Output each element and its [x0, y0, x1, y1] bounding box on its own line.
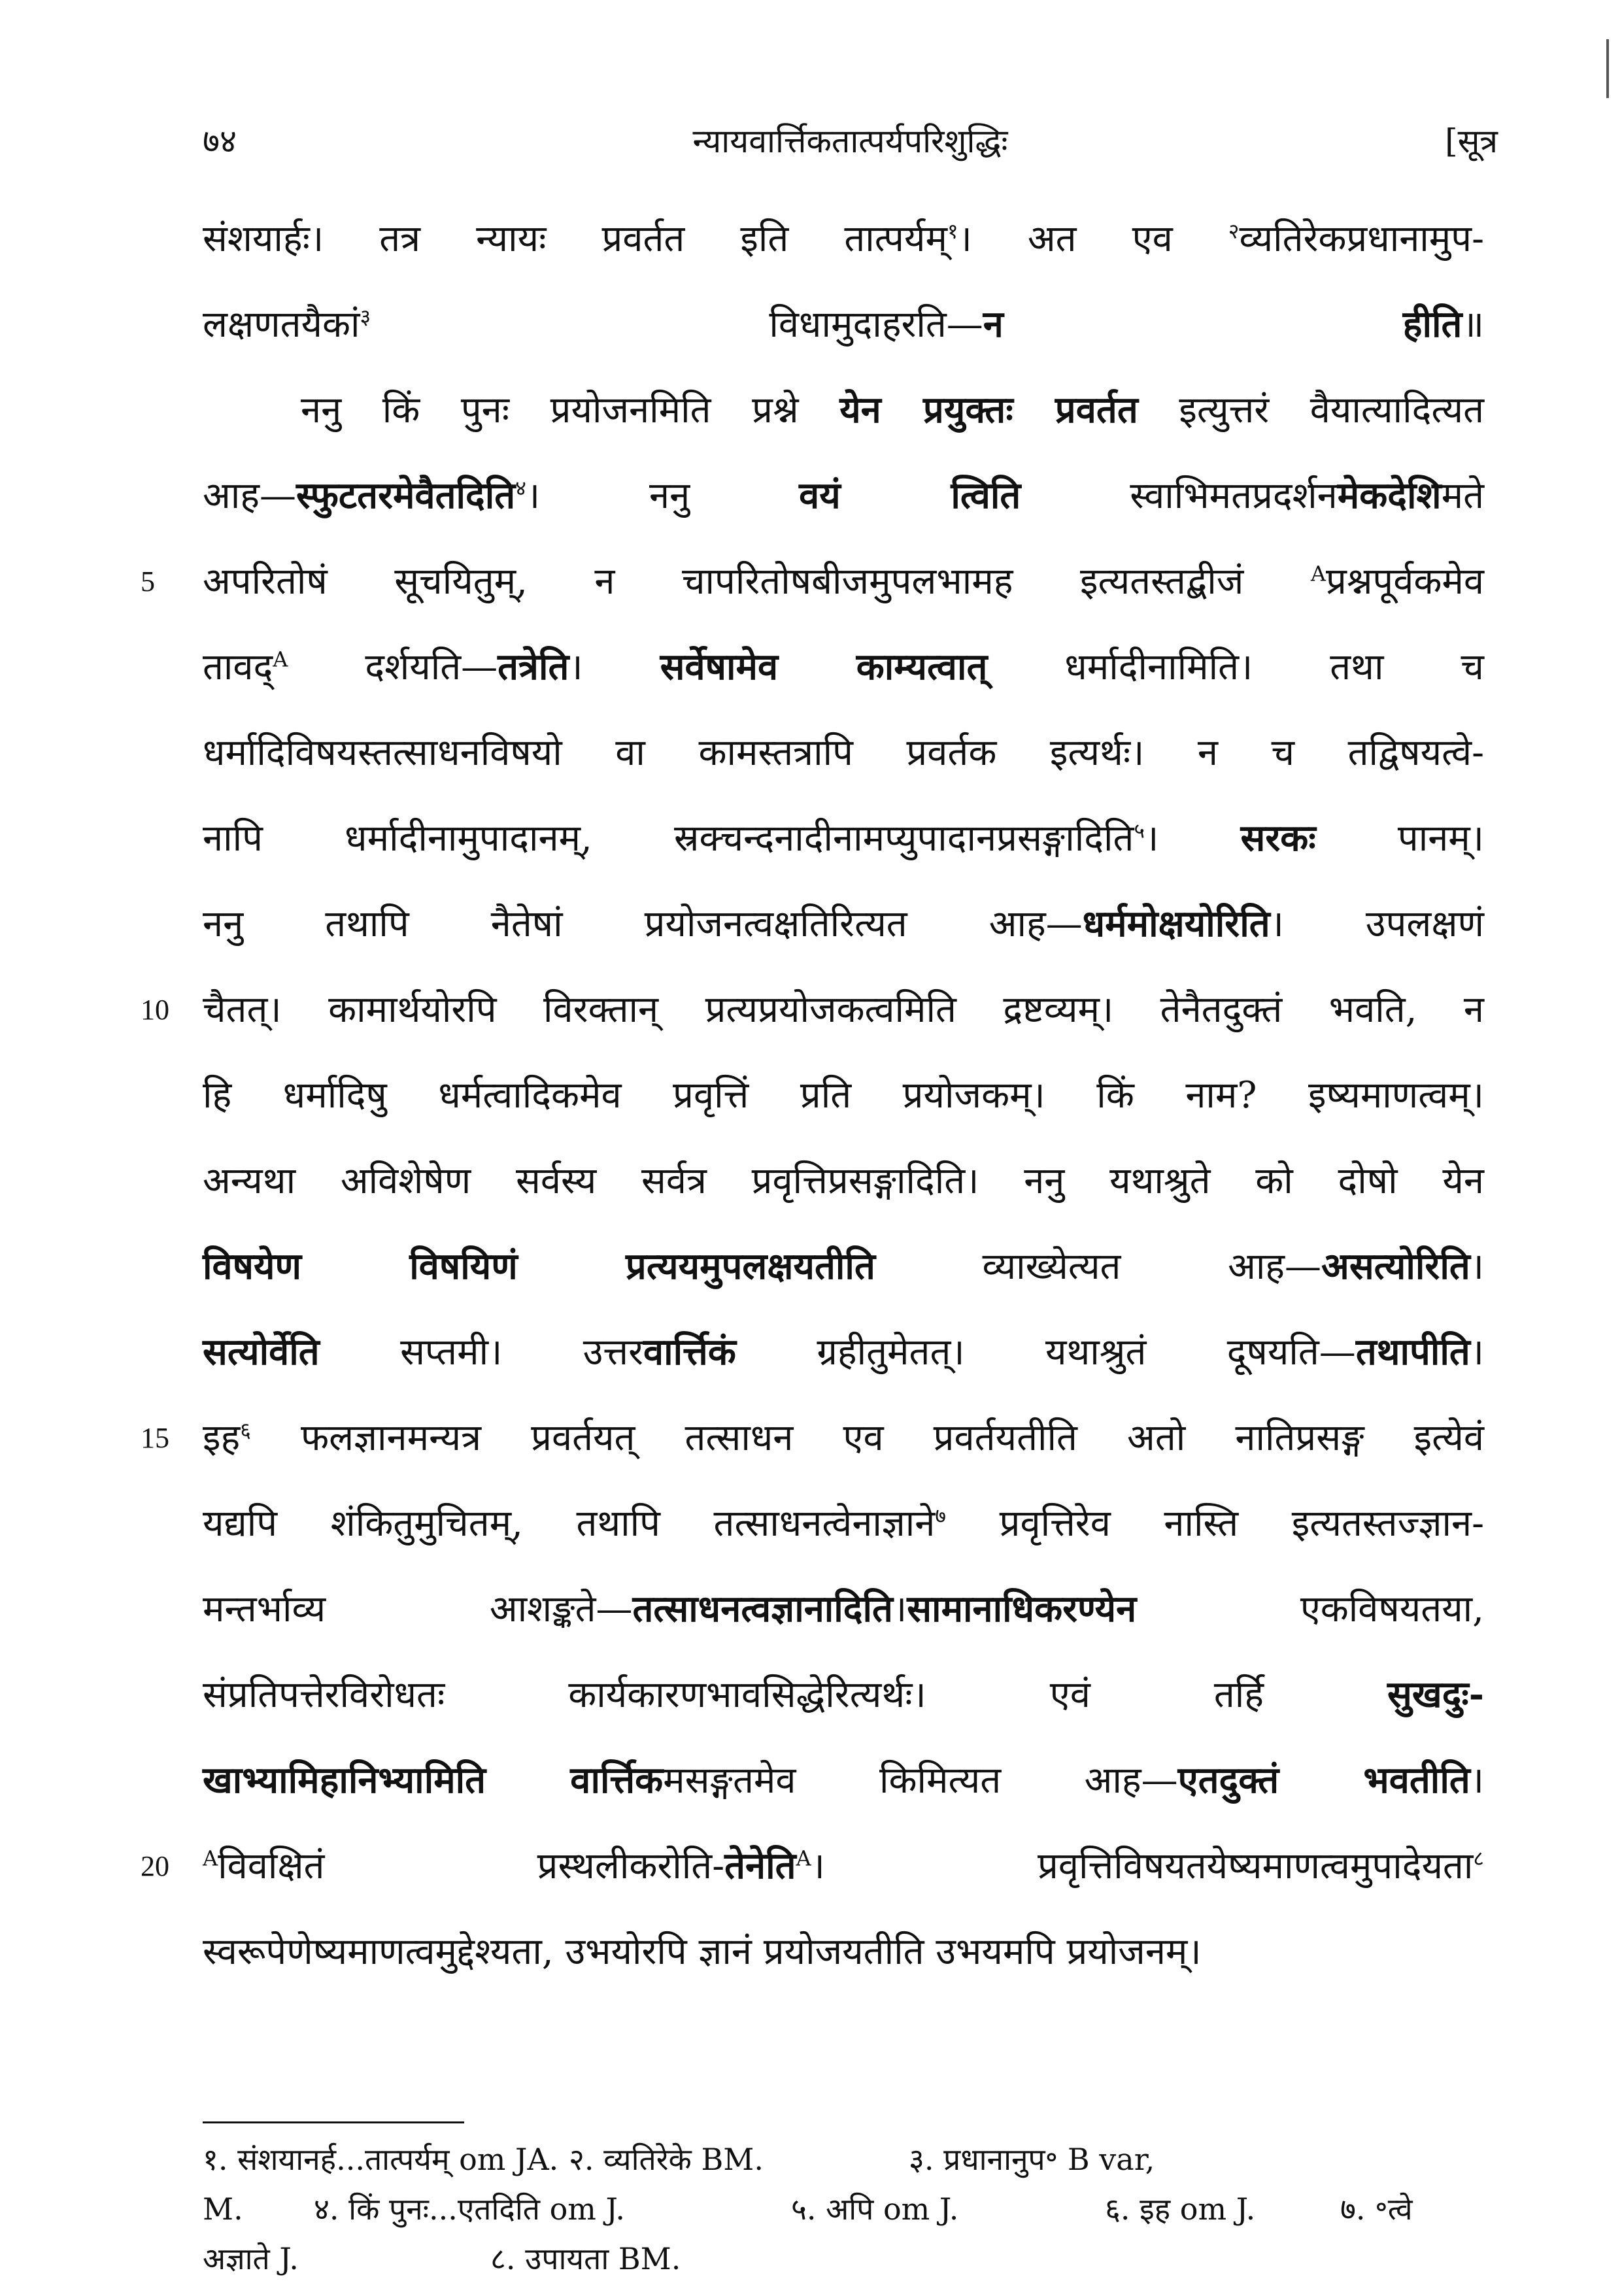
text-line: [203, 1053, 1484, 1138]
text-segment: ॥: [1462, 303, 1484, 346]
footnote-marker: २: [1228, 218, 1240, 244]
line-number: 5: [141, 566, 155, 598]
bold-lemma: वार्त्तिकं: [643, 1330, 736, 1374]
text-segment: ननु किं पुनः प्रयोजनमिति प्रश्ने: [301, 389, 840, 431]
text-segment: ।: [892, 1588, 907, 1630]
footnote-marker: ६: [240, 1417, 251, 1443]
text-segment: अपरितोषं सूचयितुम्, न चापरितोषबीजमुपलभामह इत्यतस्तद्बीजं: [203, 560, 1311, 603]
bold-lemma: तथापीति: [1355, 1330, 1470, 1374]
text-segment: । प्रवृत्तिविषयतयेष्यमाणत्वमुपादेयता: [811, 1845, 1474, 1887]
page-header: [203, 118, 1498, 177]
text-segment: विधामुदाहरति—: [371, 303, 983, 346]
footnote-rule: [203, 2121, 464, 2123]
text-segment: लक्षणतयैकां: [203, 303, 360, 346]
footnote-marker: A: [1310, 561, 1326, 586]
bold-lemma: विषयेण विषयिणं प्रत्ययमुपलक्षयतीति: [203, 1245, 875, 1288]
text-line: [203, 367, 1484, 453]
text-line: [203, 196, 1484, 282]
text-segment: तावद्: [203, 646, 273, 688]
text-line: [141, 1823, 1484, 1909]
bold-lemma: येन प्रयुक्तः प्रवर्तत: [839, 388, 1138, 431]
bold-lemma: खाभ्यामिहानिभ्यामिति वार्त्तिक: [203, 1759, 664, 1802]
bold-lemma: सत्योर्वेति: [203, 1330, 320, 1374]
text-line: [203, 1481, 1484, 1566]
text-segment: ।: [1145, 817, 1241, 860]
text-segment: मन्तर्भाव्य आशङ्कते—: [203, 1588, 633, 1630]
footnote-marker: ४: [515, 475, 526, 501]
footnotes: [203, 2135, 1484, 2284]
text-line: [203, 1138, 1484, 1224]
footnote-line: [203, 2234, 1484, 2284]
footnote-entry: M.: [203, 2191, 243, 2227]
text-segment: प्रश्नपूर्वकमेव: [1325, 560, 1484, 603]
text-line: [203, 1652, 1484, 1738]
scan-edge-mark: [1606, 39, 1609, 98]
line-number: 10: [141, 994, 169, 1026]
bold-lemma: एतदुक्तं भवतीति: [1177, 1759, 1470, 1802]
text-segment: विवक्षितं प्रस्थलीकरोति-: [218, 1845, 725, 1887]
footnote-marker: A: [796, 1846, 811, 1871]
text-segment: । ननु: [526, 475, 800, 517]
text-segment: इह: [203, 1417, 241, 1459]
footnote-entry: १. संशयानर्ह...तात्पर्यम् om JA.: [203, 2142, 559, 2177]
bold-lemma: मेकदेशि: [1337, 474, 1442, 517]
text-segment: आह—: [203, 475, 296, 517]
bold-lemma: सर्वेषामेव काम्यत्वात्: [660, 645, 988, 688]
footnote-line: [203, 2184, 1484, 2234]
text-segment: चैतत्। कामार्थयोरपि विरक्तान् प्रत्यप्रयोजकत्वमिति द्रष्टव्यम्। तेनैतदुक्तं भवति, न: [203, 988, 1484, 1031]
text-segment: ग्रहीतुमेतत्। यथाश्रुतं दूषयति—: [735, 1331, 1356, 1374]
text-line: [203, 1224, 1484, 1309]
text-line: [203, 282, 1484, 367]
bold-lemma: सरकः: [1240, 817, 1316, 860]
text-segment: नापि धर्मादीनामुपादानम्, स्रक्चन्दनादीनामप्युपादानप्रसङ्गादिति: [203, 817, 1134, 860]
footnote-entry: ४. किं पुनः...एतदिति om J.: [314, 2191, 626, 2227]
footnote-marker: ७: [935, 1503, 947, 1528]
body-text: [141, 196, 1485, 1995]
text-line: [203, 796, 1484, 881]
footnote-entry: ७. ॰त्वे: [1340, 2191, 1413, 2227]
text-segment: मते: [1441, 475, 1484, 517]
text-line: [203, 1566, 1484, 1652]
line-number: 20: [141, 1850, 169, 1882]
bold-lemma: सामानाधिकरण्येन: [907, 1587, 1137, 1630]
footnote-marker: ८: [1473, 1846, 1484, 1871]
text-segment: एकविषयतया,: [1136, 1588, 1484, 1630]
footnote-marker: ५: [1134, 818, 1145, 843]
text-segment: व्यतिरेकप्रधानामुप-: [1239, 218, 1485, 260]
text-line: [203, 624, 1484, 710]
text-segment: धर्मादिविषयस्तत्साधनविषयो वा कामस्तत्रापि प्रवर्तक इत्यर्थः। न च तद्विषयत्वे-: [203, 732, 1484, 774]
footnote-line: [203, 2135, 1484, 2184]
text-segment: संप्रतिपत्तेरविरोधतः कार्यकारणभावसिद्धेरित्यर्थः। एवं तर्हि: [203, 1674, 1388, 1716]
text-segment: ।: [1470, 1245, 1484, 1288]
text-line: [203, 881, 1484, 967]
text-segment: व्याख्येत्यत आह—: [875, 1245, 1322, 1288]
text-segment: फलज्ञानमन्यत्र प्रवर्तयत् तत्साधन एव प्रवर्तयतीति अतो नातिप्रसङ्ग इत्येवं: [250, 1417, 1484, 1459]
bold-lemma: धर्ममोक्षयोरिति: [1082, 902, 1270, 945]
text-segment: ।: [569, 646, 660, 688]
text-line: [203, 1309, 1484, 1395]
line-number: 15: [141, 1422, 169, 1454]
bold-lemma: न हीति: [983, 303, 1462, 346]
running-title: न्यायवार्त्तिकतात्पर्यपरिशुद्धिः: [692, 122, 1008, 160]
footnote-entry: २. व्यतिरेके BM.: [569, 2142, 764, 2177]
text-line: [141, 1395, 1484, 1481]
text-segment: ।: [1470, 1331, 1484, 1374]
text-line: [203, 453, 1484, 539]
footnote-marker: A: [273, 647, 288, 672]
text-segment: ननु तथापि नैतेषां प्रयोजनत्वक्षतिरित्यत आह—: [203, 903, 1083, 945]
text-line: [141, 967, 1484, 1053]
bold-lemma: तत्रेति: [498, 645, 569, 688]
footnote-entry: ५. अपि om J.: [791, 2191, 959, 2227]
bold-lemma: असत्योरिति: [1321, 1245, 1470, 1288]
text-line: [203, 1909, 1484, 1995]
text-segment: पानम्।: [1315, 817, 1484, 860]
text-segment: संशयार्हः। तत्र न्यायः प्रवर्तत इति तात्पर्यम्: [203, 218, 947, 260]
bold-lemma: तेनेति: [724, 1844, 796, 1887]
bold-lemma: वयं त्विति: [799, 474, 1021, 517]
text-segment: स्वाभिमतप्रदर्शन: [1021, 475, 1338, 517]
text-segment: । अत एव: [958, 218, 1228, 260]
text-segment: प्रवृत्तिरेव नास्ति इत्यतस्तज्ज्ञान-: [946, 1502, 1484, 1545]
bold-lemma: स्फुटतरमेवैतदिति: [296, 474, 516, 517]
text-segment: इत्युत्तरं वैयात्यादित्यत: [1138, 389, 1484, 431]
text-line: [141, 539, 1484, 624]
text-line: [203, 710, 1484, 796]
text-segment: धर्मादीनामिति। तथा च: [987, 646, 1484, 688]
footnote-entry: अज्ञाते J.: [203, 2241, 299, 2276]
footnote-entry: ८. उपायता BM.: [490, 2241, 681, 2276]
text-segment: स्वरूपेणेष्यमाणत्वमुद्देश्यता, उभयोरपि ज्ञानं प्रयोजयतीति उभयमपि प्रयोजनम्।: [203, 1931, 1202, 1973]
footnote-marker: A: [203, 1846, 218, 1871]
text-line: [203, 1738, 1484, 1823]
text-segment: यद्यपि शंकितुमुचितम्, तथापि तत्साधनत्वेनाज्ञाने: [203, 1502, 936, 1545]
bold-lemma: सुखदुः-: [1387, 1673, 1484, 1716]
footnote-marker: ३: [360, 304, 371, 329]
bold-lemma: तत्साधनत्वज्ञानादिति: [632, 1587, 893, 1630]
section-reference: [सूत्र: [1445, 122, 1498, 160]
text-segment: । उपलक्षणं: [1270, 903, 1484, 945]
text-segment: सप्तमी। उत्तर: [319, 1331, 644, 1374]
text-segment: अन्यथा अविशेषेण सर्वस्य सर्वत्र प्रवृत्तिप्रसङ्गादिति। ननु यथाश्रुते को दोषो येन: [203, 1160, 1484, 1202]
text-segment: दर्शयति—: [288, 646, 498, 688]
footnote-entry: ६. इह om J.: [1105, 2191, 1256, 2227]
text-segment: मसङ्गतमेव किमित्यत आह—: [663, 1759, 1178, 1802]
text-segment: ।: [1470, 1759, 1484, 1802]
footnote-marker: १: [947, 218, 958, 244]
page-number: ७४: [203, 122, 237, 160]
text-segment: हि धर्मादिषु धर्मत्वादिकमेव प्रवृत्तिं प्रति प्रयोजकम्। किं नाम? इष्यमाणत्वम्।: [203, 1074, 1484, 1117]
footnote-entry: ३. प्रधानानुप॰ B var,: [909, 2142, 1155, 2177]
